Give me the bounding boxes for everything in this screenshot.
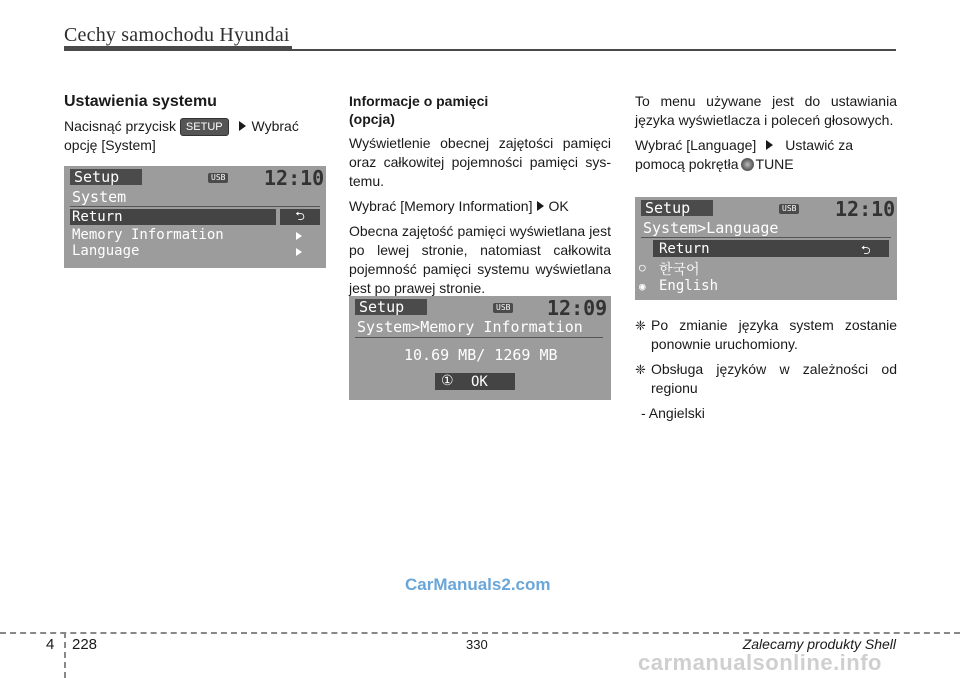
column-memory-information [349, 92, 611, 304]
divider [355, 337, 603, 338]
screen-clock: 12:10 [264, 166, 325, 190]
ok-index: ① [441, 373, 454, 389]
screen-title: Setup [359, 298, 405, 316]
section-heading: Ustawienia systemu [64, 93, 217, 110]
usb-badge: USB [779, 204, 799, 214]
menu-row-return: Return [659, 241, 710, 257]
menu-row-memory-information: Memory Information [72, 227, 224, 243]
screen-title: Setup [645, 199, 691, 217]
menu-row-english: English [659, 278, 719, 294]
header-rule-thick [64, 46, 292, 51]
menu-row-language: Language [72, 243, 140, 259]
page-header-title: Cechy samochodu Hyundai [64, 24, 290, 46]
note-item: ❈ Po zmianie języka system zostanie ponownie uruchomiony. [635, 317, 897, 352]
arrow-right-icon [239, 121, 246, 131]
language-list-item: - Angielski [641, 405, 705, 421]
tune-knob-icon [741, 158, 754, 171]
menu-row-korean: 한국어 [659, 262, 700, 278]
footer-vertical-rule [64, 632, 66, 678]
paragraph: Obecna zajętość pamięci wyświetlana jest po lewej stronie, natomiast całkowita pojemność pamięci systemu wyświetlana jest po prawej stronie. [349, 223, 611, 296]
screen-header-row: System>Language [643, 219, 779, 237]
screen-header-row: System [72, 188, 127, 206]
radio-off-icon: ○ [639, 261, 646, 274]
chevron-right-icon [296, 232, 302, 240]
footer-page-number: 228 [72, 636, 98, 653]
usb-badge: USB [493, 303, 513, 313]
memory-usage-value: 10.69 MB/ 1269 MB [404, 346, 558, 364]
paragraph: Wyświetlenie obecnej zajętości pamięci oraz całkowitej pojemności pamięci systemu. [349, 135, 611, 189]
usb-badge: USB [208, 173, 228, 183]
column-system-settings [64, 92, 326, 161]
radio-on-icon: ◉ [639, 280, 646, 293]
screen-clock: 12:09 [547, 296, 608, 320]
screen-clock: 12:10 [835, 197, 896, 221]
return-icon: ⮌ [280, 209, 320, 225]
section-heading: Informacje o pamięci (opcja) [349, 93, 489, 127]
screen-language [635, 197, 897, 300]
arrow-right-icon [766, 140, 773, 150]
footer-center-number: 330 [466, 637, 488, 652]
divider [70, 206, 320, 207]
language-notes [635, 316, 897, 423]
screen-memory-information [349, 296, 611, 400]
menu-row-return: Return [72, 209, 123, 225]
arrow-right-icon [537, 201, 544, 211]
ok-label: OK [471, 374, 488, 390]
divider [641, 237, 891, 238]
setup-key-icon: SETUP [180, 118, 229, 136]
column-language [635, 92, 897, 180]
footer-chapter-number: 4 [46, 636, 55, 653]
screen-header-row: System>Memory Information [357, 318, 583, 336]
note-item: ❈ Obsługa języków w zależności od regionu [635, 361, 897, 396]
instruction-text: Wybrać [Language] Ustawić za pomocą pokrętła TUNE [635, 137, 853, 172]
chevron-right-icon [296, 248, 302, 256]
bottom-watermark: carmanualsonline.info [638, 650, 882, 675]
return-icon: ⮌ [861, 243, 871, 257]
header-rule-thin [292, 49, 896, 51]
instruction-text: Wybrać [Memory Information] OK [349, 198, 569, 214]
paragraph: To menu używane jest do ustawiania języka wyświetlacza i poleceń głosowych. [635, 93, 897, 128]
note-mark-icon: ❈ [635, 318, 646, 333]
instruction-text: Nacisnąć przycisk SETUP Wybrać opcję [System] [64, 118, 299, 153]
screen-system-menu [64, 166, 326, 268]
footer-shell-note: Zalecamy produkty Shell [742, 636, 896, 652]
note-mark-icon: ❈ [635, 362, 646, 377]
watermark-link[interactable]: CarManuals2.com [405, 575, 551, 594]
screen-title: Setup [74, 168, 120, 186]
footer-rule [0, 632, 960, 634]
